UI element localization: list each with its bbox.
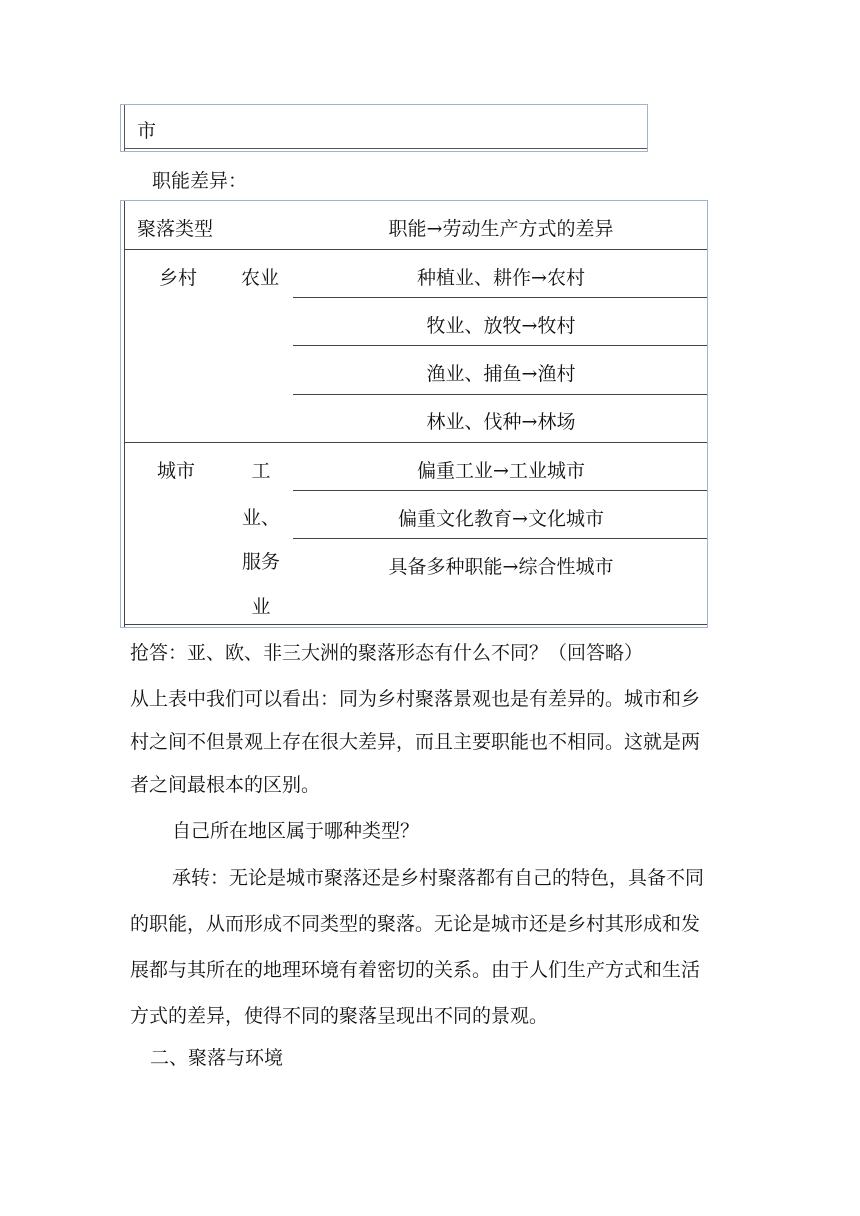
transition-line-4: 方式的差异，使得不同的聚落呈现出不同的景观。 [130, 1005, 549, 1027]
transition-line-3: 展都与其所在的地理环境有着密切的关系。由于人们生产方式和生活 [130, 959, 701, 981]
rural-type: 乡村 [159, 267, 198, 289]
urban-sector-line-4: 业 [251, 596, 271, 618]
summary-line-2: 村之间不但景观上存在很大差异，而且主要职能也不相同。这就是两 [130, 731, 701, 753]
top-table-fragment [120, 104, 648, 152]
urban-function-2: 偏重文化教育→文化城市 [398, 508, 604, 530]
summary-line-3: 者之间最根本的区别。 [130, 774, 321, 796]
urban-sector-line-2: 业、 [241, 507, 280, 529]
rural-function-3: 渔业、捕鱼→渔村 [426, 363, 576, 385]
urban-sector-line-3: 服务 [241, 551, 280, 573]
header-function: 职能→劳动生产方式的差异 [388, 218, 614, 240]
header-settlement-type: 聚落类型 [137, 218, 214, 240]
urban-function-3: 具备多种职能→综合性城市 [388, 556, 614, 578]
rural-sector: 农业 [241, 267, 280, 289]
quick-answer-prompt: 抢答：亚、欧、非三大洲的聚落形态有什么不同？（回答略） [130, 642, 644, 664]
urban-type: 城市 [157, 460, 196, 482]
rural-function-2: 牧业、放牧→牧村 [426, 315, 576, 337]
rural-function-4: 林业、伐种→林场 [426, 411, 576, 433]
urban-sector-line-1: 工 [251, 460, 271, 482]
question-line: 自己所在地区属于哪种类型？ [172, 820, 420, 842]
transition-line-2: 的职能，从而形成不同类型的聚落。无论是城市还是乡村其形成和发 [130, 913, 701, 935]
summary-line-1: 从上表中我们可以看出：同为乡村聚落景观也是有差异的。城市和乡 [130, 688, 701, 710]
top-table-cell: 市 [137, 120, 157, 142]
settlement-function-table [120, 200, 708, 628]
section-two-heading: 二、聚落与环境 [150, 1047, 284, 1069]
section-heading-function-difference: 职能差异： [152, 170, 248, 192]
urban-function-1: 偏重工业→工业城市 [417, 460, 585, 482]
transition-line-1: 承转：无论是城市聚落还是乡村聚落都有自己的特色，具备不同 [172, 867, 705, 889]
rural-function-1: 种植业、耕作→农村 [417, 267, 585, 289]
